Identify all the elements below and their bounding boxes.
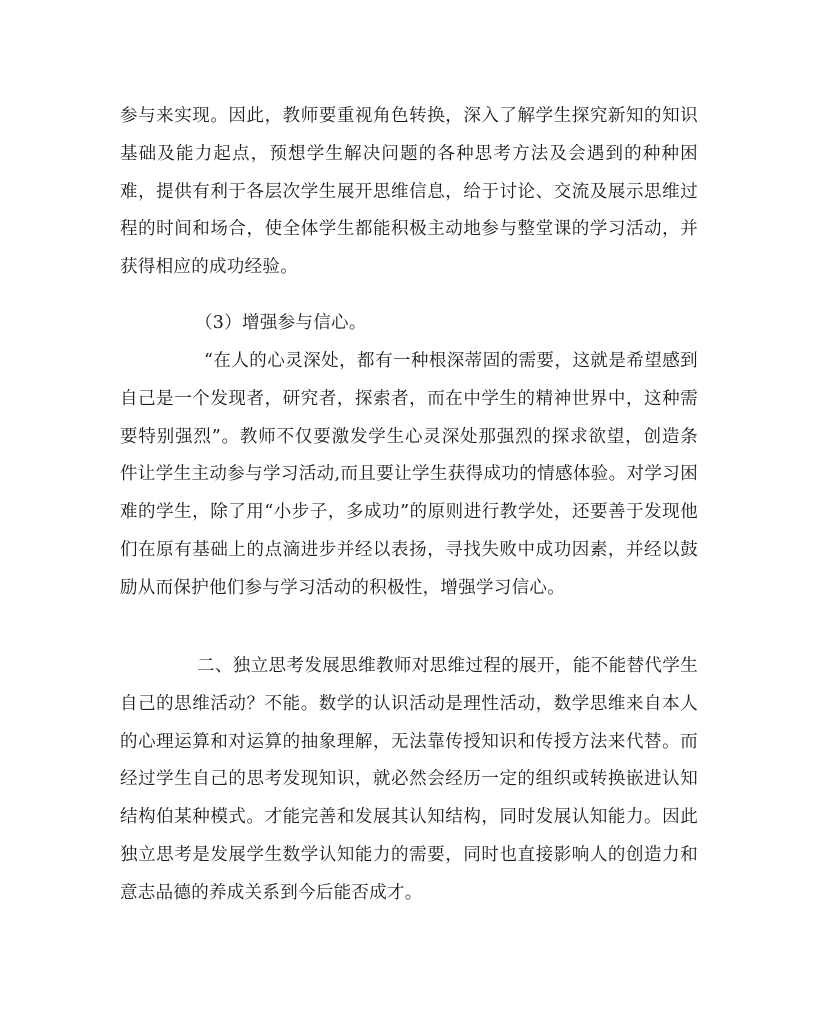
- section-heading-participation-confidence: （3）增强参与信心。: [195, 313, 367, 333]
- paragraph-role-transformation: 参与来实现。因此，教师要重视角色转换，深入了解学生探究新知的知识基础及能力起点，预想学生解决问题的各种思考方法及会遇到的种种困难，提供有利于各层次学生展开思维信息，给于讨论、交流及展示思维过程的时间和场合，使全体学生都能积极主动地参与整堂课的学习活动，并获得相应的成功经验。: [120, 106, 698, 278]
- paragraph-participation-confidence: “在人的心灵深处，都有一种根深蒂固的需要，这就是希望感到自己是一个发现者，研究者，探索者，而在中学生的精神世界中，这种需要特别强烈”。教师不仅要激发学生心灵深处那强烈的探求欲望，创造条件让学生主动参与学习活动,而且要让学生获得成功的情感体验。对学习困难的学生，除了用“小步子，多成功”的原则进行教学处，还要善于发现他们在原有基础上的点滴进步并经以表扬，寻找失败中成功因素，并经以鼓励从而保护他们参与学习活动的积极性，增强学习信心。: [120, 351, 698, 598]
- paragraph-independent-thinking: 二、独立思考发展思维教师对思维过程的展开，能不能替代学生自己的思维活动？不能。数学的认识活动是理性活动，数学思维来自本人的心理运算和对运算的抽象理解，无法靠传授知识和传授方法来代替。而经过学生自己的思考发现知识，就必然会经历一定的组织或转换嵌进认知结构伯某种模式。才能完善和发展其认知结构，同时发展认知能力。因此独立思考是发展学生数学认知能力的需要，同时也直接影响人的创造力和意志品德的养成关系到今后能否成才。: [120, 656, 698, 903]
